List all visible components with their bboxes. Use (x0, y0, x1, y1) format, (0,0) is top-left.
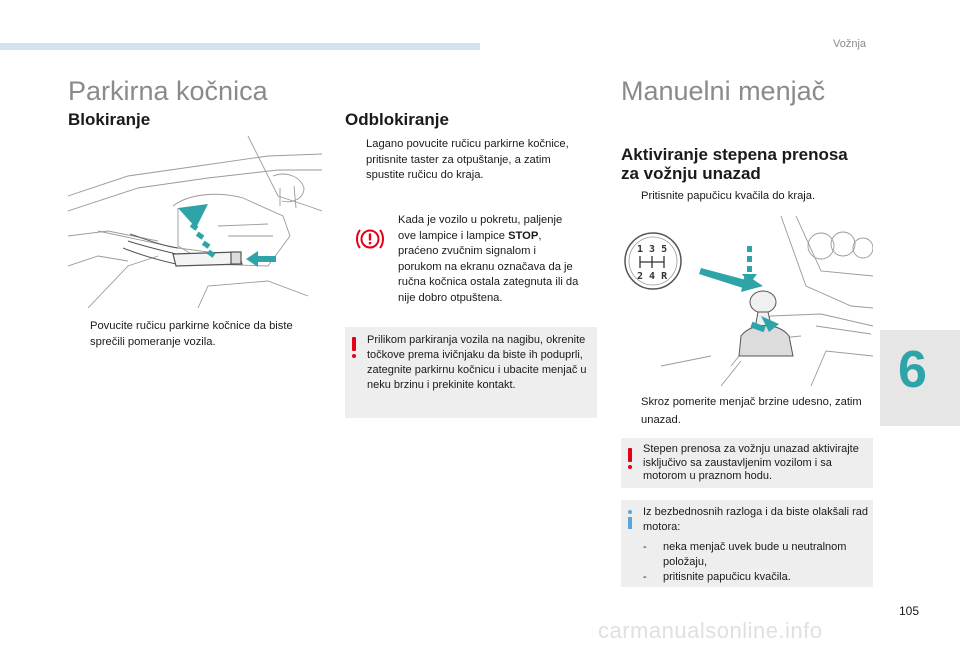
watermark: carmanualsonline.info (598, 618, 823, 643)
note-info-item-1: neka menjač uvek bude u neutralnom položaju, (663, 541, 847, 568)
chapter-number: 6 (898, 341, 927, 399)
note-reverse-warning (621, 438, 873, 488)
list-dash-2: - (643, 571, 647, 583)
heading-blokiranje: Blokiranje (68, 110, 151, 129)
note-info-safety (621, 500, 873, 587)
heading-odblokiranje: Odblokiranje (345, 110, 449, 129)
page-title-manual-gearbox: Manuelni menjač (621, 76, 826, 106)
note-info-item-2: pritisnite papučicu kvačila. (663, 571, 791, 583)
gear-pattern-top: 1 3 5 (637, 244, 668, 255)
page-title-parking-brake: Parkirna kočnica (68, 76, 268, 106)
header-bar (0, 43, 480, 50)
text-step2: Skroz pomerite menjač brzine udesno, zatim unazad. (641, 396, 862, 426)
note-info-intro: Iz bezbednosnih razloga i da biste olakšali rad motora: (643, 506, 869, 533)
text-odblokiranje-instruction: Lagano povucite ručicu parkirne kočnice, pritisnite taster za otpuštanje, a zatim spustite ručicu do kraja. (366, 138, 569, 181)
warning-exclamation-icon (628, 448, 632, 462)
info-icon (628, 510, 632, 514)
text-blokiranje-instruction: Povucite ručicu parkirne kočnice da biste sprečili pomeranje vozila. (90, 320, 293, 348)
list-dash-1: - (643, 541, 647, 553)
gear-pattern-bottom: 2 4 R (637, 271, 668, 282)
note-parking-slope (345, 327, 597, 418)
brake-warning-icon (355, 226, 385, 252)
warning-exclamation-icon (352, 337, 356, 351)
note-reverse-warning-text: Stepen prenosa za vožnju unazad aktivirajte isključivo sa zaustavljenim vozilom i sa motorom u praznom hodu. (643, 443, 859, 482)
section-label: Vožnja (833, 38, 867, 50)
heading-reverse-gear: Aktiviranje stepena prenosa za vožnju unazad (621, 145, 848, 183)
parking-brake-drawing (68, 136, 322, 308)
gearbox-illustration (621, 216, 873, 386)
parking-brake-illustration (68, 136, 322, 308)
gearbox-drawing (621, 216, 873, 386)
text-odblokiranje-warning: Kada je vozilo u pokretu, paljenje ove lampice i lampice STOP, praćeno zvučnim signalom i porukom na ekranu označava da je ručna kočnica ostala zategnuta ili da nije dobro otpuštena. (398, 214, 579, 304)
page-number: 105 (899, 604, 920, 618)
note-parking-slope-text: Prilikom parkiranja vozila na nagibu, okrenite točkove prema ivičnjaku da biste ih poduprli, zategnite parkirnu kočnicu i ubacite menjač u neku brzinu i prekinite kontakt. (367, 334, 587, 391)
text-step1: Pritisnite papučicu kvačila do kraja. (641, 190, 816, 202)
